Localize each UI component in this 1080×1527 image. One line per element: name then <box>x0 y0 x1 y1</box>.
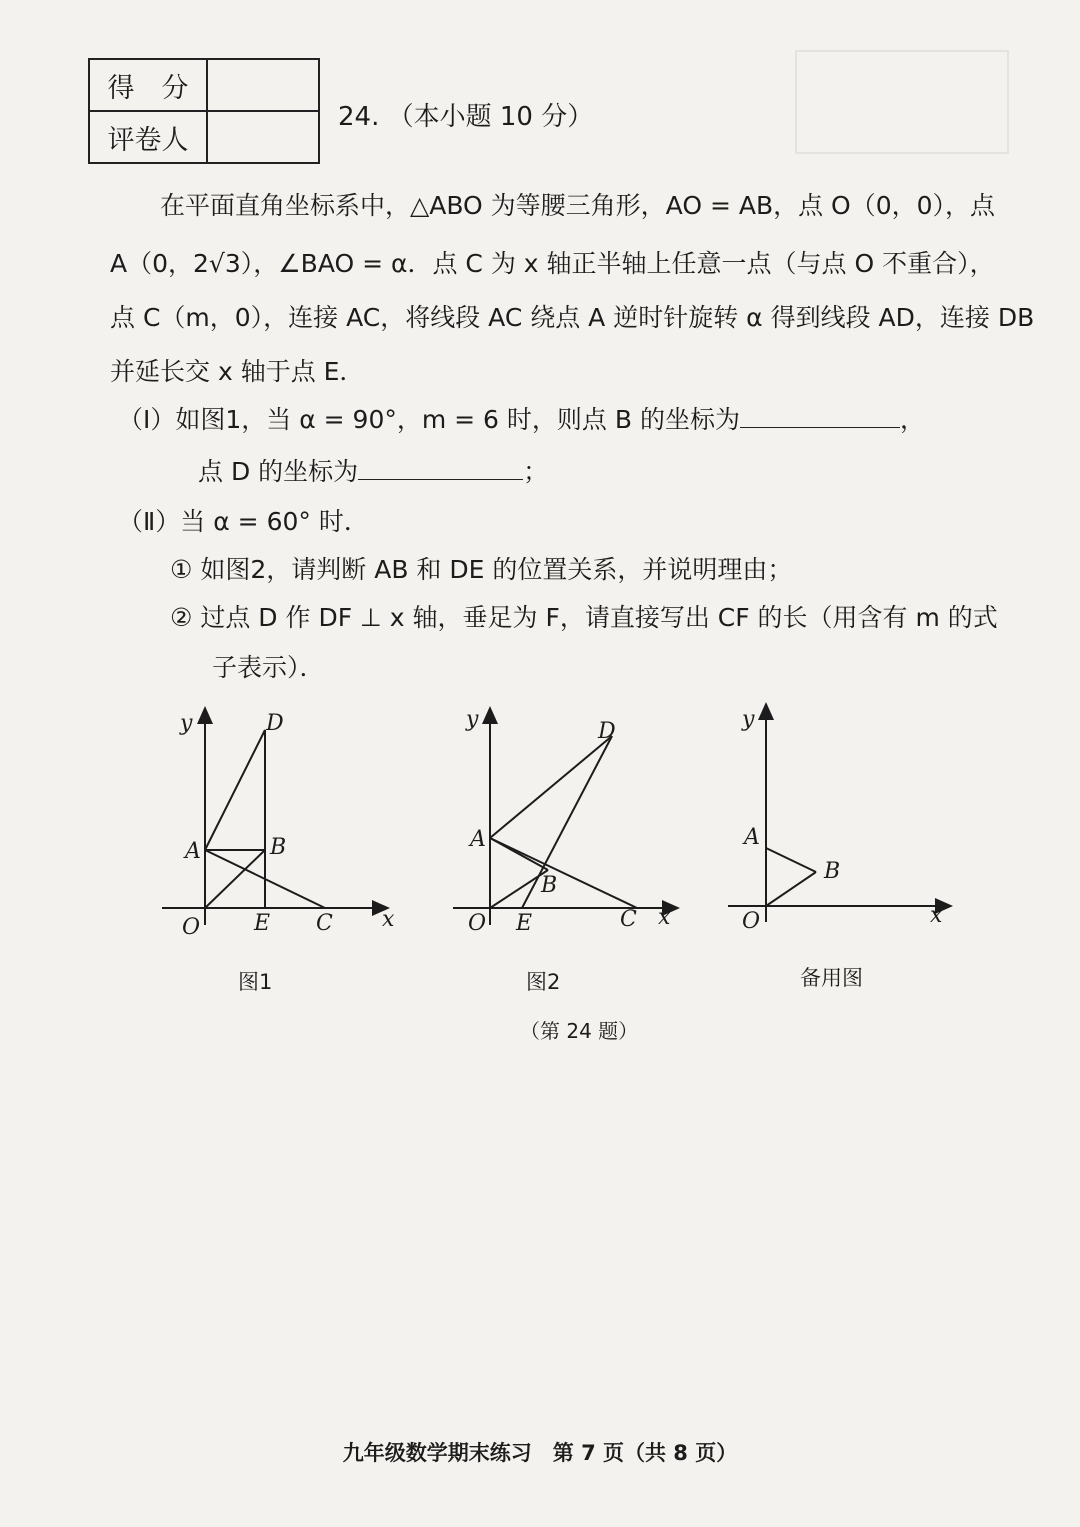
fig2-segment-ad <box>490 736 612 838</box>
fig2-label-x: x <box>658 905 671 930</box>
question-line-3: 点 C（m，0），连接 AC，将线段 AC 绕点 A 逆时针旋转 α 得到线段 AD，连接 DB <box>110 303 1035 332</box>
fig2-segment-ac <box>490 838 637 908</box>
page-footer: 九年级数学期末练习 第 7 页（共 8 页） <box>342 1441 738 1465</box>
answer-blank-d[interactable] <box>358 457 523 480</box>
part2-line: （Ⅱ）当 α = 60° 时． <box>118 507 369 536</box>
fig3-label-y: y <box>742 707 755 732</box>
part2-item-2a: ② 过点 D 作 DF ⊥ x 轴，垂足为 F，请直接写出 CF 的长（用含有 m 的式 <box>170 603 998 632</box>
fig1-label-o: O <box>182 915 201 940</box>
question-line-4: 并延长交 x 轴于点 E． <box>110 357 365 386</box>
part2-item-1: ① 如图2，请判断 AB 和 DE 的位置关系，并说明理由； <box>170 555 793 584</box>
answer-blank-b[interactable] <box>740 405 900 428</box>
fig1-label-x: x <box>382 907 395 932</box>
score-label: 得 分 <box>89 59 207 111</box>
fig3-label-a: A <box>744 825 760 850</box>
figure-caption: （第 24 题） <box>520 1019 639 1043</box>
score-box <box>207 59 319 111</box>
part1-line-a <box>118 400 1018 436</box>
fig3-caption: 备用图 <box>800 966 863 990</box>
fig2-label-e: E <box>516 911 533 936</box>
question-line-1: 在平面直角坐标系中，△ABO 为等腰三角形，AO = AB，点 O（0，0），点 <box>160 191 996 220</box>
fig3-label-b: B <box>824 859 841 884</box>
fig2-label-y: y <box>466 707 479 732</box>
part1-text-a: （Ⅰ）如图1，当 α = 90°，m = 6 时，则点 B 的坐标为 <box>118 405 740 434</box>
fig1-caption: 图1 <box>238 970 273 994</box>
figures-svg <box>150 700 970 940</box>
fig2-label-c: C <box>620 907 637 932</box>
fig2-label-o: O <box>468 911 487 936</box>
part1-line-b <box>198 452 1080 488</box>
figure-2 <box>453 714 672 925</box>
fig3-label-x: x <box>930 903 943 928</box>
part1-text-b-end: ； <box>523 457 549 486</box>
fig2-label-a: A <box>470 827 486 852</box>
figure-spare <box>728 710 945 922</box>
part1-text-a-end: ， <box>899 405 925 434</box>
fig1-label-b: B <box>270 835 287 860</box>
part2-item-2b: 子表示）． <box>212 653 325 682</box>
fig1-segment-ob <box>205 850 265 908</box>
fig1-segment-ad <box>205 730 265 850</box>
question-line-2: A（0，2√3），∠BAO = α．点 C 为 x 轴正半轴上任意一点（与点 O 不重合）， <box>110 249 995 278</box>
fig2-segment-ob <box>490 870 548 908</box>
fig2-label-b: B <box>541 873 558 898</box>
score-table <box>88 58 320 164</box>
question-title: 24. （本小题 10 分） <box>338 102 594 132</box>
fig2-label-d: D <box>598 719 616 744</box>
fig1-label-y: y <box>180 711 193 736</box>
fig3-label-o: O <box>742 909 761 934</box>
grader-box <box>207 111 319 163</box>
fig2-segment-de <box>522 736 612 908</box>
figure-area <box>150 700 970 1000</box>
figure-1 <box>162 714 382 925</box>
grader-label: 评卷人 <box>89 111 207 163</box>
fig3-segment-ab <box>766 848 816 872</box>
bleed-through-box <box>795 50 1009 154</box>
part1-text-b: 点 D 的坐标为 <box>198 457 359 486</box>
fig1-label-c: C <box>316 911 333 936</box>
fig1-label-a: A <box>185 839 201 864</box>
fig1-label-e: E <box>254 911 271 936</box>
fig2-segment-ab <box>490 838 548 870</box>
fig1-label-d: D <box>266 711 284 736</box>
fig3-segment-ob <box>766 872 816 906</box>
fig2-caption: 图2 <box>526 970 561 994</box>
